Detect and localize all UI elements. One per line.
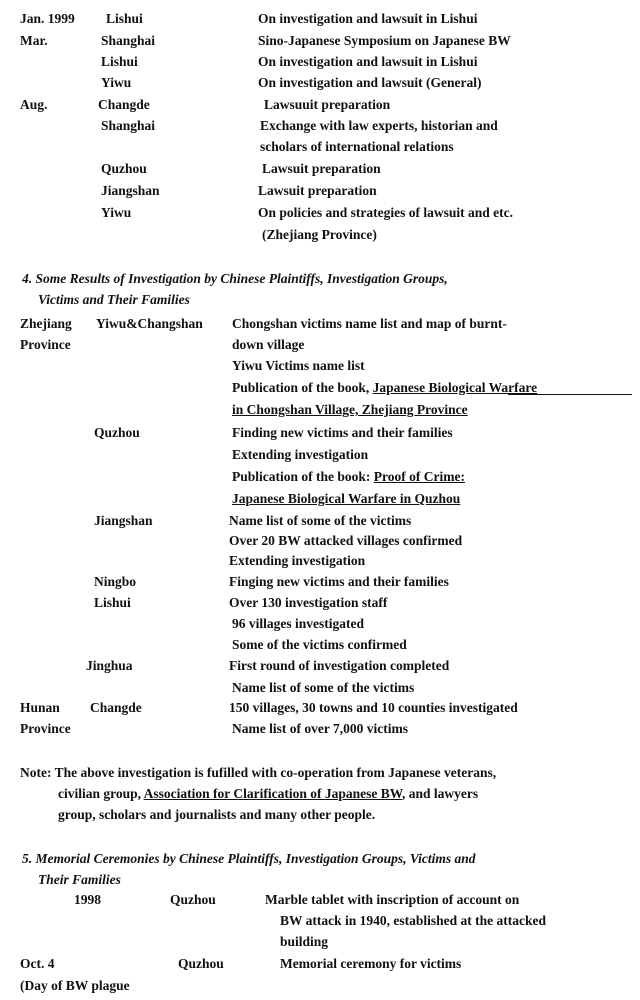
result-text-with-link xyxy=(232,466,465,487)
schedule-text: Sino-Japanese Symposium on Japanese BW xyxy=(258,33,511,48)
schedule-place: Lishui xyxy=(101,54,138,69)
schedule-text: Lawsuit preparation xyxy=(262,161,381,176)
schedule-text: Lawsuit preparation xyxy=(258,183,377,198)
schedule-text: (Zhejiang Province) xyxy=(262,227,377,242)
area-label: Lishui xyxy=(94,595,131,610)
ceremony-text: Memorial ceremony for victims xyxy=(280,956,462,971)
result-text: Finging new victims and their families xyxy=(229,574,449,589)
result-text: Over 130 investigation staff xyxy=(229,595,388,610)
result-text-with-link xyxy=(232,377,537,398)
ceremony-date: 1998 xyxy=(74,892,101,907)
schedule-place: Jiangshan xyxy=(101,183,160,198)
result-text: 96 villages investigated xyxy=(232,616,364,631)
note-text: Note: The above investigation is fufilled with co-operation from Japanese veterans, xyxy=(20,765,497,780)
schedule-place: Shanghai xyxy=(101,118,156,133)
ceremony-text: Marble tablet with inscription of account on xyxy=(265,892,520,907)
result-text: down village xyxy=(232,337,305,352)
result-text: Extending investigation xyxy=(229,553,366,568)
book-title-link: Japanese Biological Warfare xyxy=(372,380,538,395)
schedule-text: On investigation and lawsuit in Lishui xyxy=(258,54,478,69)
section4-heading: 4. Some Results of Investigation by Chinese Plaintiffs, Investigation Groups, xyxy=(22,271,448,286)
result-text: Name list of over 7,000 victims xyxy=(232,721,408,736)
underline-rule xyxy=(508,394,632,395)
area-label: Changde xyxy=(90,700,142,715)
section4-heading-cont: Victims and Their Families xyxy=(38,292,190,307)
ceremony-place: Quzhou xyxy=(178,956,224,971)
schedule-text: On policies and strategies of lawsuit and etc. xyxy=(258,205,513,220)
schedule-text: On investigation and lawsuit (General) xyxy=(258,75,482,90)
region-label: Hunan xyxy=(20,700,60,715)
schedule-text: scholars of international relations xyxy=(260,139,454,154)
result-text: Chongshan victims name list and map of burnt- xyxy=(232,316,507,331)
area-label: Jiangshan xyxy=(94,513,153,528)
book-title-link: Japanese Biological Warfare in Quzhou xyxy=(232,491,461,506)
result-text: Some of the victims confirmed xyxy=(232,637,407,652)
result-text: Name list of some of the victims xyxy=(232,680,415,695)
result-text: Name list of some of the victims xyxy=(229,513,412,528)
book-title-link: in Chongshan Village, Zhejiang Province xyxy=(232,402,468,417)
association-link: Association for Clarification of Japanese BW xyxy=(143,786,403,801)
area-label: Yiwu&Changshan xyxy=(96,316,203,331)
ceremony-text: building xyxy=(280,934,329,949)
schedule-text: On investigation and lawsuit in Lishui xyxy=(258,11,478,26)
schedule-date: Mar. xyxy=(20,33,48,48)
schedule-place: Shanghai xyxy=(101,33,156,48)
region-label: Zhejiang xyxy=(20,316,72,331)
ceremony-place: Quzhou xyxy=(170,892,216,907)
schedule-place: Changde xyxy=(98,97,150,112)
note-text-with-link xyxy=(58,783,478,804)
region-label: Province xyxy=(20,337,71,352)
result-text: Publication of the book: xyxy=(232,469,374,484)
schedule-place: Yiwu xyxy=(101,75,132,90)
schedule-place: Yiwu xyxy=(101,205,132,220)
schedule-text: Lawsuuit preparation xyxy=(264,97,391,112)
result-text: 150 villages, 30 towns and 10 counties investigated xyxy=(229,700,518,715)
region-label: Province xyxy=(20,721,71,736)
section5-heading-cont: Their Families xyxy=(38,872,121,887)
result-text: First round of investigation completed xyxy=(229,658,450,673)
schedule-date: Aug. xyxy=(20,97,48,112)
note-text: , and lawyers xyxy=(402,786,479,801)
result-text: Over 20 BW attacked villages confirmed xyxy=(229,533,463,548)
book-title-link: Proof of Crime: xyxy=(373,469,465,484)
note-text: group, scholars and journalists and many other people. xyxy=(58,807,376,822)
area-label: Quzhou xyxy=(94,425,140,440)
schedule-date: Jan. 1999 xyxy=(20,11,75,26)
result-text: Publication of the book, xyxy=(232,380,373,395)
result-text: Yiwu Victims name list xyxy=(232,358,365,373)
ceremony-date: Oct. 4 xyxy=(20,956,55,971)
result-text: Extending investigation xyxy=(232,447,369,462)
section5-heading: 5. Memorial Ceremonies by Chinese Plaintiffs, Investigation Groups, Victims and xyxy=(22,851,476,866)
schedule-place: Quzhou xyxy=(101,161,147,176)
ceremony-date: (Day of BW plague xyxy=(20,978,130,993)
area-label: Ningbo xyxy=(94,574,137,589)
area-label: Jinghua xyxy=(86,658,133,673)
schedule-place: Lishui xyxy=(106,11,143,26)
result-text: Finding new victims and their families xyxy=(232,425,453,440)
schedule-text: Exchange with law experts, historian and xyxy=(260,118,498,133)
ceremony-text: BW attack in 1940, established at the attacked xyxy=(280,913,547,928)
note-text: civilian group, xyxy=(58,786,144,801)
